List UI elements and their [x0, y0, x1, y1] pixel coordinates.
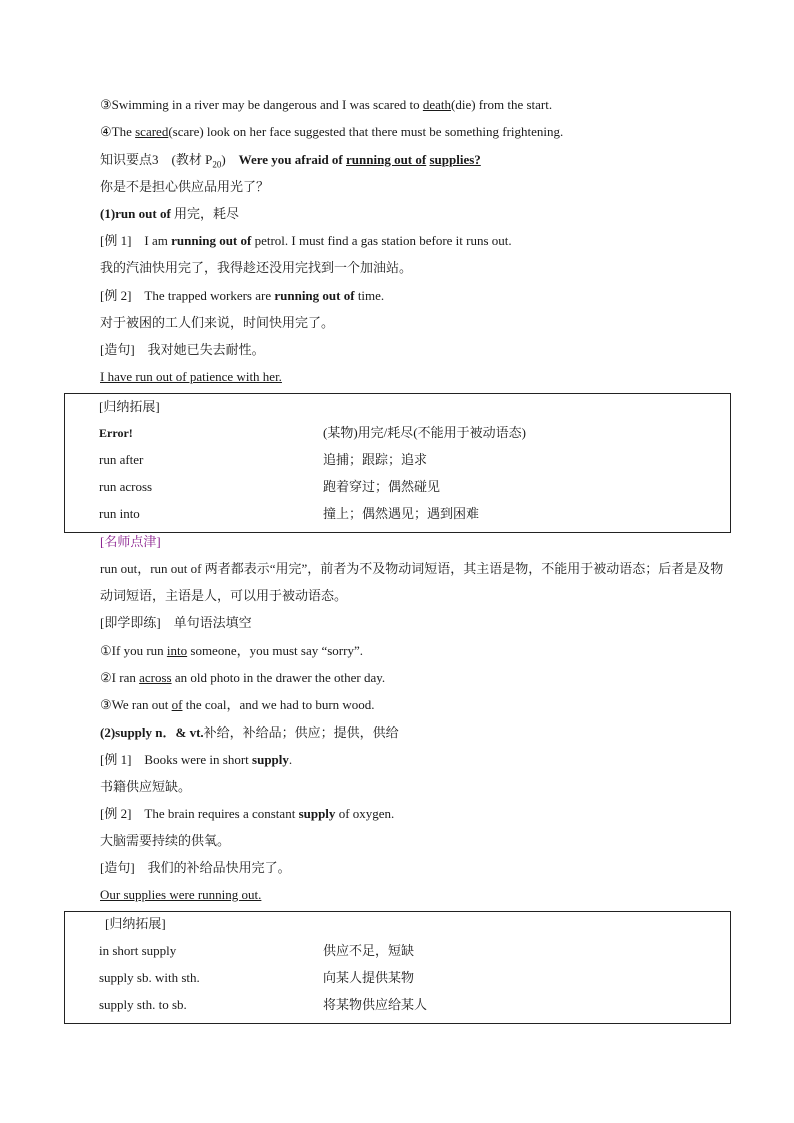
part2-heading: [100, 724, 734, 742]
top-item-4: [100, 123, 734, 141]
example-label: [例 1]: [100, 233, 132, 248]
example-keyword: supply: [298, 806, 336, 821]
heading-meaning: 补给，补给品；供应；提供，供给: [203, 725, 399, 740]
kp-page-sub: 20: [212, 159, 222, 170]
part1-make-answer: I have run out of patience with her.: [100, 369, 282, 384]
practice-title: 单句语法填空: [173, 615, 252, 630]
kp-sentence-underline: supplies?: [429, 152, 481, 167]
part1-example-2: [100, 287, 734, 305]
example-text: The trapped workers are: [144, 288, 275, 303]
part2-make-answer: Our supplies were running out.: [100, 887, 262, 902]
heading-meaning: 用完，耗尽: [170, 206, 240, 221]
part1-example-2-cn: 对于被困的工人们来说，时间快用完了。: [100, 315, 335, 330]
box-meaning: 供应不足，短缺: [323, 943, 415, 958]
box-title: [归纳拓展]: [99, 399, 160, 414]
answer-blank: of: [171, 697, 183, 712]
box-term: Error!: [99, 426, 133, 440]
practice-heading: [100, 614, 734, 632]
part1-make-sentence: [100, 341, 734, 359]
box-term: run after: [99, 452, 144, 467]
part1-example-1: [100, 232, 734, 250]
example-label: [例 2]: [100, 288, 132, 303]
box-term: supply sth. to sb.: [99, 997, 187, 1012]
example-text: of oxygen.: [335, 806, 395, 821]
expansion-box-2: [64, 911, 731, 1024]
part2-make-sentence: [100, 859, 734, 877]
box-meaning: 撞上；偶然遇见；遇到困难: [323, 506, 480, 521]
kp-suffix: ): [221, 152, 239, 167]
kp-prefix: 知识要点3 (教材 P: [100, 152, 213, 167]
box-term: in short supply: [99, 943, 177, 958]
kp-sentence: Were you afraid of: [238, 152, 347, 167]
example-text: The brain requires a constant: [144, 806, 299, 821]
item-text: ①If you run: [100, 643, 167, 658]
make-prompt: 我对她已失去耐性。: [147, 342, 265, 357]
part1-heading: [100, 205, 734, 223]
part2-example-1: [100, 751, 734, 769]
teacher-tip-body: run out，run out of 两者都表示“用完”，前者为不及物动词短语，其主语是物，不能用于被动语态；后者是及物动词短语，主语是人，可以用于被动语态。: [100, 561, 724, 603]
box-meaning: (某物)用完/耗尽(不能用于被动语态): [323, 425, 526, 440]
item-text: (die) from the start.: [451, 97, 553, 112]
knowledge-point-heading: [100, 151, 734, 174]
example-text: Books were in short: [144, 752, 253, 767]
item-text: (scare) look on her face suggested that there must be something frightening.: [168, 124, 564, 139]
box-meaning: 跑着穿过；偶然碰见: [323, 479, 441, 494]
example-label: [例 1]: [100, 752, 132, 767]
example-text: .: [288, 752, 293, 767]
make-prompt: 我们的补给品快用完了。: [147, 860, 291, 875]
practice-item: [100, 669, 734, 687]
make-label: [造句]: [100, 342, 135, 357]
box-meaning: 追捕；跟踪；追求: [323, 452, 428, 467]
part1-example-1-cn: 我的汽油快用完了，我得趁还没用完找到一个加油站。: [100, 260, 413, 275]
example-keyword: supply: [252, 752, 289, 767]
item-text: an old photo in the drawer the other day.: [171, 670, 386, 685]
make-label: [造句]: [100, 860, 135, 875]
heading-bold: (2)supply n．& vt.: [100, 725, 204, 740]
example-keyword: running out of: [171, 233, 252, 248]
box-term: run across: [99, 479, 153, 494]
answer-blank: scared: [135, 124, 169, 139]
item-text: ③Swimming in a river may be dangerous and I was scared to: [100, 97, 423, 112]
practice-label: [即学即练]: [100, 615, 161, 630]
part2-example-2-cn: 大脑需要持续的供氧。: [100, 833, 231, 848]
example-text: time.: [354, 288, 385, 303]
kp-translation: 你是不是担心供应品用光了？: [100, 179, 270, 194]
answer-blank: into: [166, 643, 188, 658]
part2-example-1-cn: 书籍供应短缺。: [100, 779, 192, 794]
example-text: I am: [144, 233, 172, 248]
answer-blank: across: [139, 670, 172, 685]
box-title: [归纳拓展]: [105, 916, 166, 931]
box-meaning: 向某人提供某物: [323, 970, 415, 985]
example-label: [例 2]: [100, 806, 132, 821]
expansion-box-1: [64, 393, 731, 533]
item-text: ③We ran out: [100, 697, 172, 712]
practice-item: [100, 642, 734, 660]
answer-blank: death: [422, 97, 452, 112]
example-text: petrol. I must find a gas station before it runs out.: [251, 233, 512, 248]
part2-example-2: [100, 805, 734, 823]
kp-sentence-underline: running out of: [346, 152, 427, 167]
box-term: run into: [99, 506, 140, 521]
practice-item: [100, 696, 734, 714]
teacher-tip-text: [100, 555, 728, 609]
box-meaning: 将某物供应给某人: [323, 997, 428, 1012]
item-text: someone，you must say “sorry”.: [187, 643, 363, 658]
item-text: ②I ran: [100, 670, 140, 685]
item-text: ④The: [100, 124, 136, 139]
top-item-3: [100, 96, 734, 114]
teacher-tip-label: [名师点津]: [100, 534, 161, 549]
item-text: the coal，and we had to burn wood.: [182, 697, 375, 712]
example-keyword: running out of: [274, 288, 355, 303]
box-term: supply sb. with sth.: [99, 970, 200, 985]
heading-bold: (1)run out of: [100, 206, 171, 221]
